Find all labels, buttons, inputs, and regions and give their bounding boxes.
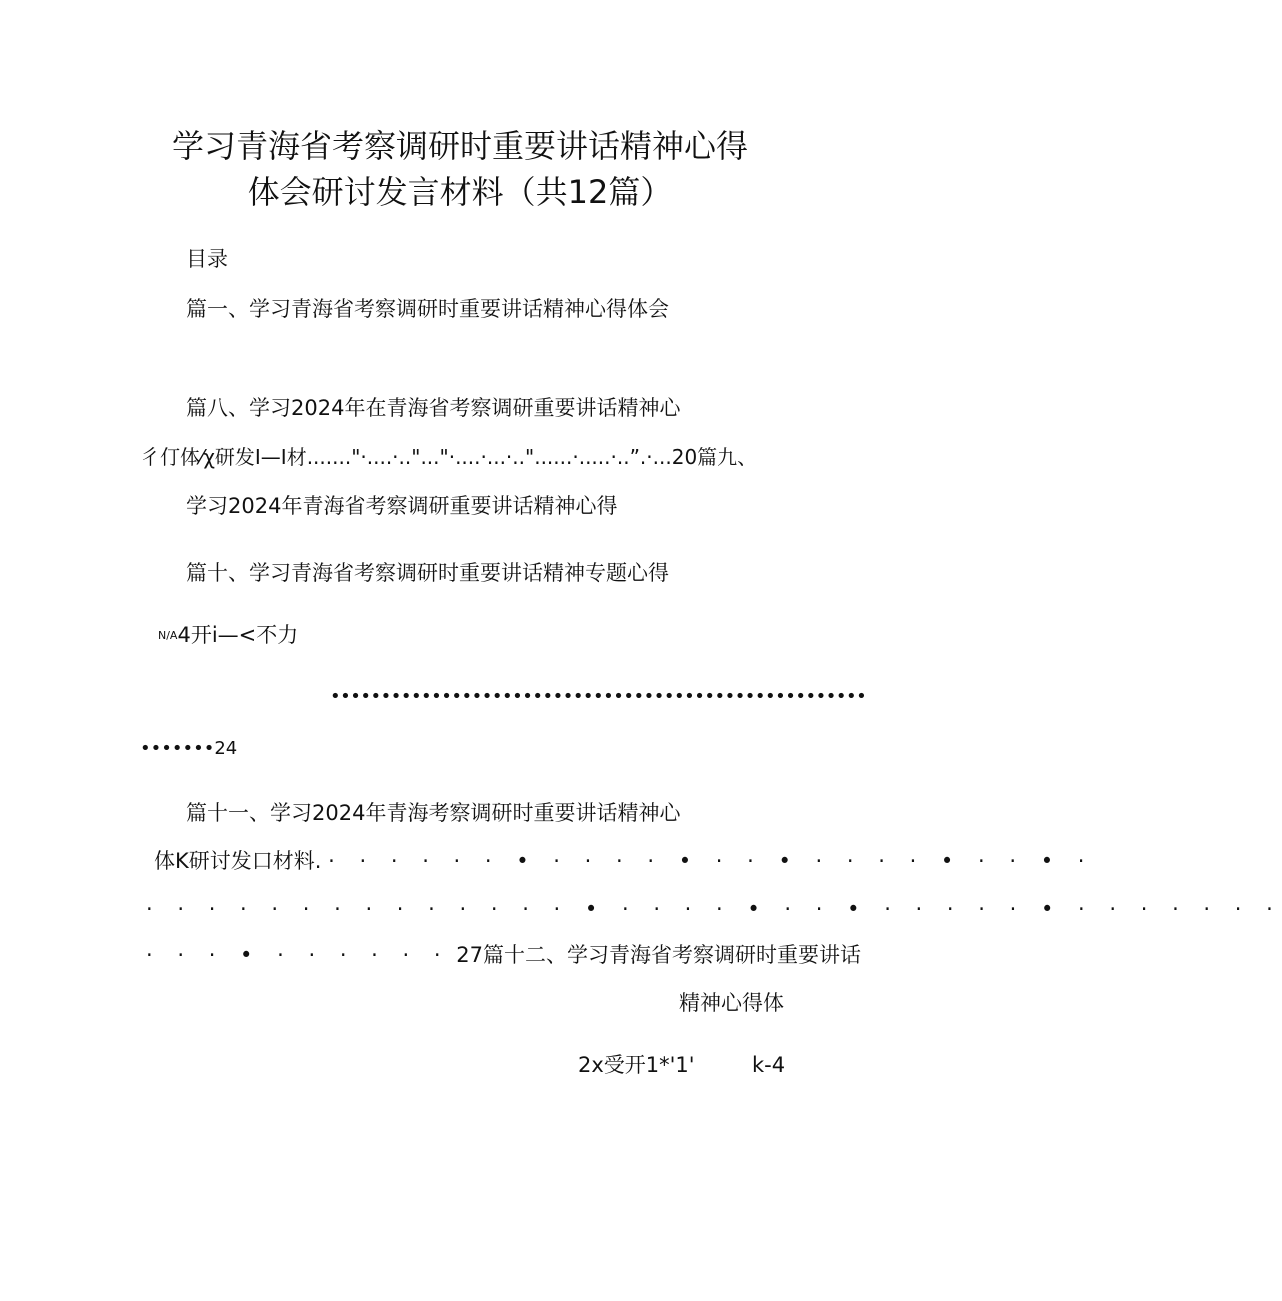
toc-entry-12 <box>146 940 861 970</box>
toc-entry-9: 学习2024年青海省考察调研重要讲话精神心得 <box>186 494 618 518</box>
toc-entry-11-text: 体K研讨发口材料. <box>154 849 322 873</box>
toc-heading: 目录 <box>186 247 228 271</box>
dot-leader-2: · · · · · · · · · · · · · · • · · · · • · · • · · · · · • · · · · · · · <box>146 897 1282 921</box>
toc-entry-8-continued: 彳仃体⁄χ研发I—I材......."·....·.."..."·....·...·.."......·.....·..”.·...20篇九、 <box>140 445 758 469</box>
dot-leader-line <box>146 894 1282 924</box>
toc-entry-10-text: 4开i—<不力 <box>177 623 299 647</box>
toc-entry-12-text: 27篇十二、学习青海省考察调研时重要讲话 <box>456 943 861 967</box>
dot-leader-3: · · · • · · · · · · <box>146 943 450 967</box>
toc-entry-1: 篇一、学习青海省考察调研时重要讲话精神心得体会 <box>186 297 669 321</box>
toc-fragment-right: k-4 <box>752 1053 786 1077</box>
dot-leader: ••••••••••••••••••••••••••••••••••••••••••••••••••••• <box>330 686 867 707</box>
toc-fragment-left: 2x受开1*'1' <box>578 1053 695 1077</box>
toc-entry-11: 篇十一、学习2024年青海考察调研时重要讲话精神心 <box>186 801 681 825</box>
small-prefix: N/A <box>158 629 178 642</box>
dot-leader-page-number: •••••••24 <box>140 738 238 759</box>
toc-entry-12-continued: 精神心得体 <box>679 991 784 1015</box>
document-title-line-1: 学习青海省考察调研时重要讲话精神心得 <box>171 127 748 165</box>
toc-entry-11-continued <box>154 846 1093 876</box>
document-title-line-2: 体会研讨发言材料（共12篇） <box>247 173 673 211</box>
toc-entry-8: 篇八、学习2024年在青海省考察调研重要讲话精神心 <box>186 396 681 420</box>
toc-entry-10: 篇十、学习青海省考察调研时重要讲话精神专题心得 <box>186 561 669 585</box>
dot-leader-1: · · · · · · • · · · · • · · • · · · · • · · • · <box>328 849 1094 873</box>
toc-entry-10-continued <box>158 620 298 651</box>
